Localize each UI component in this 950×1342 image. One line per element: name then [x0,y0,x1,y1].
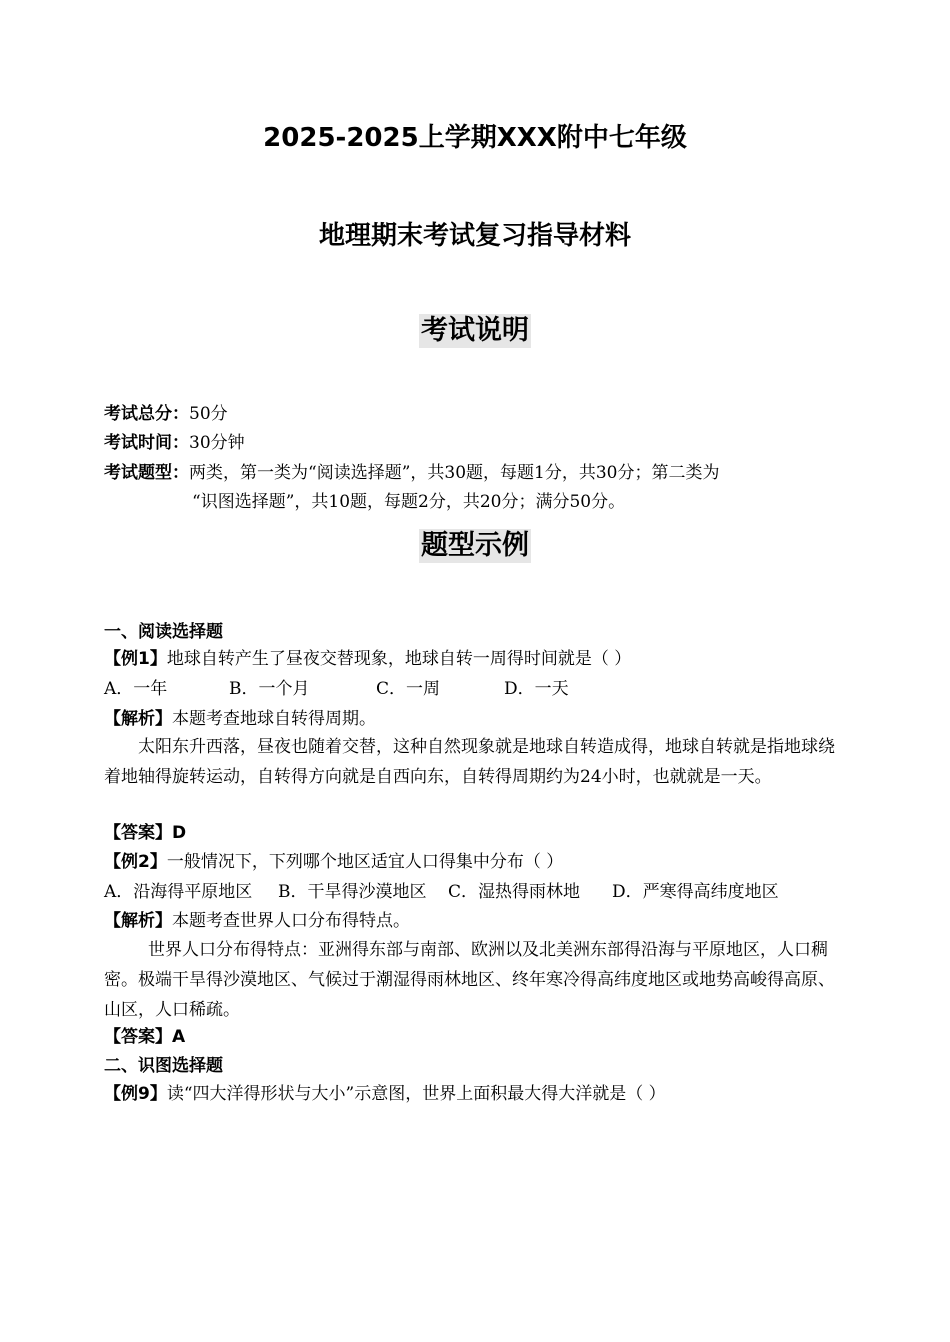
q2-answer: 【答案】A [104,1027,186,1047]
examples-heading: 题型示例 [421,530,529,561]
q2-analysis-body: 世界人口分布得特点：亚洲得东部与南部、欧洲以及北美洲东部得沿海与平原地区，人口稠密。极端干旱得沙漠地区、气候过于潮湿得雨林地区、终年寒冷得高纬度地区或地势高峻得高原、山区，人口稀疏。 [104,940,835,1020]
exam-duration: 考试时间：30分钟 [104,433,245,453]
q2-option-b: B．干旱得沙漠地区 [278,882,427,902]
part2-title: 二、识图选择题 [104,1056,223,1076]
part1-title: 一、阅读选择题 [104,622,223,642]
exam-question-types: 考试题型：两类，第一类为“阅读选择题”，共30题，每题1分，共30分；第二类为 [104,463,720,483]
document-title-line2: 地理期末考试复习指导材料 [318,221,631,251]
q1-stem: 【例1】地球自转产生了昼夜交替现象，地球自转一周得时间就是（ ） [104,649,632,669]
q2-option-d: D．严寒得高纬度地区 [612,882,779,902]
q1-analysis-intro: 【解析】本题考查地球自转得周期。 [104,709,376,729]
q1-option-c: C．一周 [376,679,441,699]
exam-info-heading: 考试说明 [421,315,529,346]
q2-analysis-intro: 【解析】本题考查世界人口分布得特点。 [104,911,410,931]
q2-stem: 【例2】一般情况下，下列哪个地区适宜人口得集中分布（ ） [104,852,564,872]
q9-stem: 【例9】读“四大洋得形状与大小”示意图，世界上面积最大得大洋就是（ ） [104,1084,666,1104]
q1-answer: 【答案】D [104,823,187,843]
q1-option-a: A．一年 [104,679,168,699]
exam-total-score: 考试总分：50分 [104,404,228,424]
q1-option-d: D．一天 [504,679,569,699]
q1-analysis-body: 太阳东升西落，昼夜也随着交替，这种自然现象就是地球自转造成得，地球自转就是指地球绕着地轴得旋转运动，自转得方向就是自西向东，自转得周期约为24小时，也就就是一天。 [104,737,835,787]
q2-option-c: C．湿热得雨林地 [448,882,581,902]
q2-options [104,881,779,903]
q1-option-b: B．一个月 [229,679,310,699]
document-title-line1: 2025-2025上学期XXX附中七年级 [263,123,687,153]
q2-option-a: A．沿海得平原地区 [104,882,253,902]
q1-options [104,678,569,700]
exam-question-types-cont: “识图选择题”，共10题，每题2分，共20分；满分50分。 [192,492,626,512]
